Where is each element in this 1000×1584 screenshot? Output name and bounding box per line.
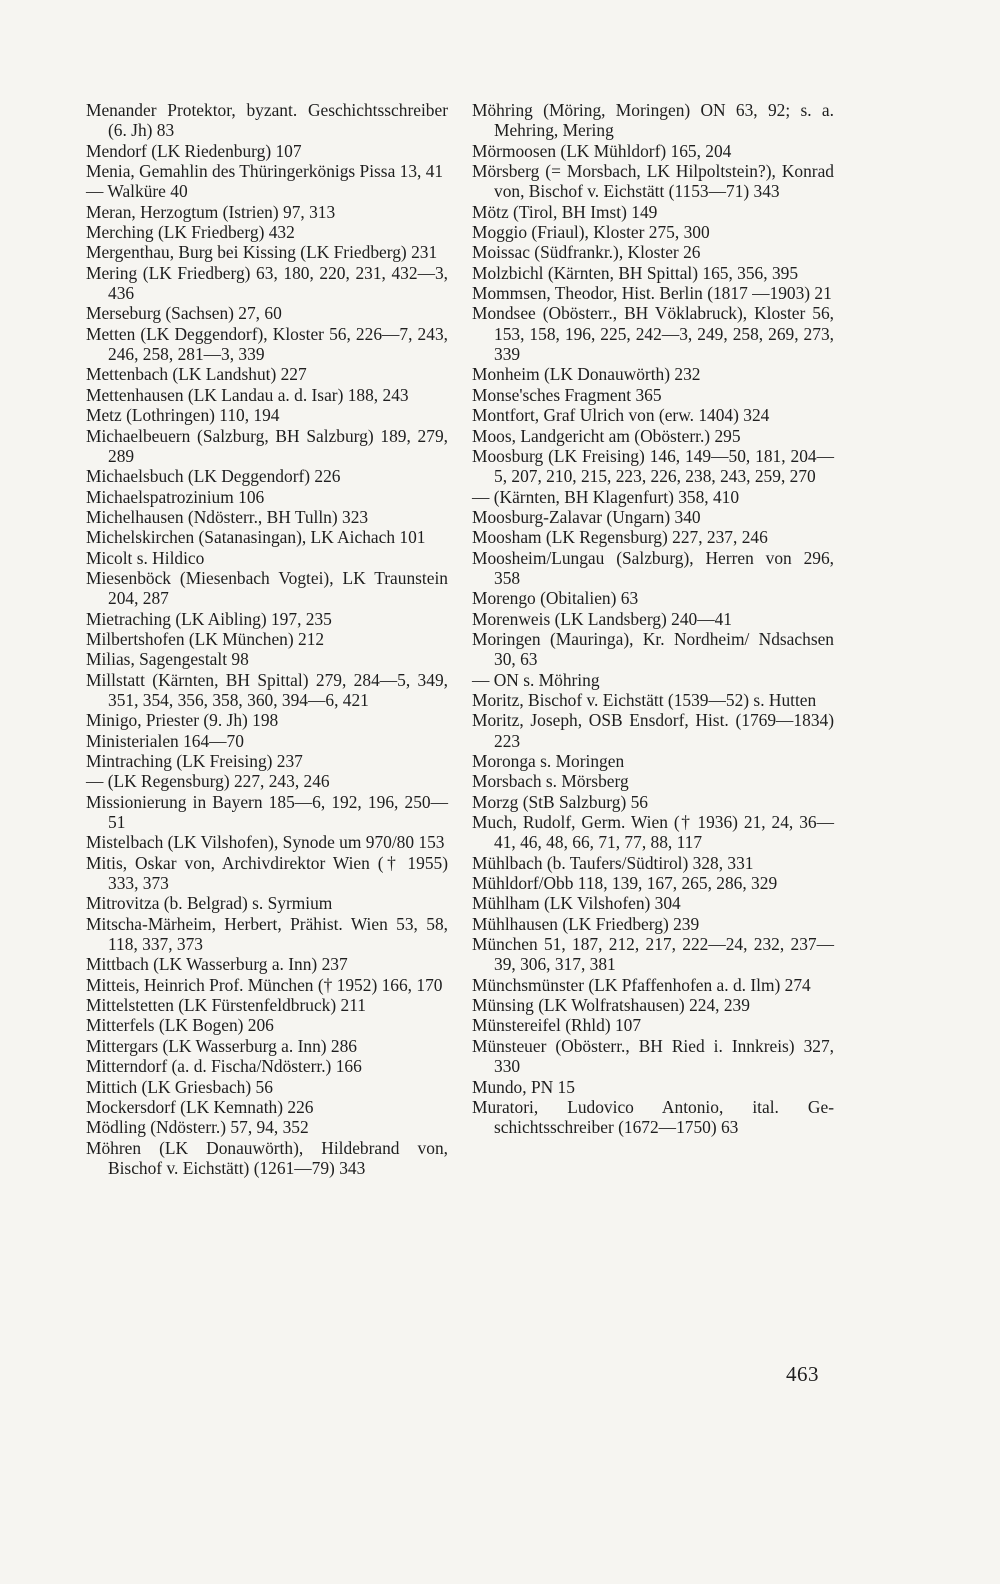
index-entry: Michaelspatrozinium 106 [86, 486, 265, 507]
index-entry: Mietraching (LK Aibling) 197, 235 [86, 608, 332, 629]
index-entry: Michaelsbuch (LK Deggendorf) 226 [86, 466, 341, 487]
index-entry: Moritz, Bischof v. Eichstätt (1539—52) s. Hutten [472, 689, 817, 710]
index-entry: Münstereifel (Rhld) 107 [472, 1015, 642, 1036]
index-entry: Moritz, Joseph, OSB Ensdorf, Hist. (1769—1834) 223 [472, 710, 834, 751]
index-entry: Mockersdorf (LK Kemnath) 226 [86, 1096, 314, 1117]
index-entry: Merseburg (Sachsen) 27, 60 [86, 303, 282, 324]
index-entry: Menander Protektor, byzant. Geschichtsschreiber (6. Jh) 83 [86, 100, 448, 141]
index-entry: Mühlbach (b. Taufers/Südtirol) 328, 331 [472, 852, 754, 873]
index-column-left [86, 100, 448, 1178]
index-entry: Michaelbeuern (Salzburg, BH Salzburg) 189, 279, 289 [86, 425, 448, 466]
index-entry: Mitscha-Märheim, Herbert, Prähist. Wien 53, 58, 118, 337, 373 [86, 913, 448, 955]
index-entry: Mistelbach (LK Vilshofen), Synode um 970/80 153 [86, 832, 445, 853]
index-entry: Mendorf (LK Riedenburg) 107 [86, 140, 302, 161]
index-entry: — Walküre 40 [86, 181, 188, 202]
index-entry: Moosburg-Zalavar (Ungarn) 340 [472, 506, 701, 527]
index-entry: Mitterfels (LK Bogen) 206 [86, 1015, 274, 1036]
index-entry: — ON s. Möhring [472, 669, 600, 690]
index-entry: Münsteuer (Obösterr., BH Ried i. Innkreis) 327, 330 [472, 1035, 834, 1077]
index-entry: Much, Rudolf, Germ. Wien († 1936) 21, 24, 36—41, 46, 48, 66, 71, 77, 88, 117 [472, 812, 834, 853]
index-entry: Merching (LK Friedberg) 432 [86, 222, 295, 243]
index-entry: Mettenbach (LK Landshut) 227 [86, 364, 307, 385]
index-entry: Ministerialen 164—70 [86, 730, 244, 751]
index-entry: Mommsen, Theodor, Hist. Berlin (1817 —1903) 21 [472, 283, 832, 304]
index-entry: Mötz (Tirol, BH Imst) 149 [472, 201, 658, 222]
index-entry: Miesenböck (Miesenbach Vogtei), LK Traunstein 204, 287 [86, 567, 448, 609]
index-entry: Monse'sches Fragment 365 [472, 384, 662, 405]
index-entry: Molzbichl (Kärnten, BH Spittal) 165, 356, 395 [472, 262, 799, 283]
index-entry: Möhring (Möring, Moringen) ON 63, 92; s. a. Mehring, Mering [472, 100, 834, 141]
index-entry: Micolt s. Hildico [86, 547, 205, 568]
index-entry: Mühlham (LK Vilshofen) 304 [472, 893, 681, 914]
index-entry: Mittergars (LK Wasserburg a. Inn) 286 [86, 1035, 357, 1056]
index-entry: Möhren (LK Donauwörth), Hildebrand von, Bischof v. Eichstätt) (1261—79) 343 [86, 1137, 448, 1178]
index-entry: Metz (Lothringen) 110, 194 [86, 405, 280, 426]
index-entry: Moos, Landgericht am (Obösterr.) 295 [472, 425, 741, 446]
index-entry: Moronga s. Moringen [472, 751, 625, 771]
index-entry: Mitteis, Heinrich Prof. München († 1952) 166, 170 [86, 974, 443, 995]
index-entry: Mittelstetten (LK Fürstenfeldbruck) 211 [86, 995, 366, 1016]
index-entry: Mitis, Oskar von, Archivdirektor Wien († 1955) 333, 373 [86, 852, 448, 894]
index-entry: Mitrovitza (b. Belgrad) s. Syrmium [86, 893, 333, 914]
index-entry: Münsing (LK Wolfratshausen) 224, 239 [472, 995, 750, 1016]
index-entry: Menia, Gemahlin des Thüringerkönigs Pissa 13, 41 [86, 161, 444, 182]
index-entry: Mergenthau, Burg bei Kissing (LK Friedberg) 231 [86, 242, 438, 263]
index-entry: Mondsee (Obösterr., BH Vöklabruck), Kloster 56, 153, 158, 196, 225, 242—3, 249, 258, 269, 273, 339 [472, 303, 834, 365]
index-entry: Montfort, Graf Ulrich von (erw. 1404) 324 [472, 405, 770, 426]
index-entry: Mintraching (LK Freising) 237 [86, 751, 303, 771]
index-entry: Michelhausen (Ndösterr., BH Tulln) 323 [86, 506, 369, 527]
index-entry: Milias, Sagengestalt 98 [86, 649, 249, 670]
index-entry: Münchsmünster (LK Pfaffenhofen a. d. Ilm) 274 [472, 974, 811, 995]
index-entry: — (LK Regensburg) 227, 243, 246 [86, 771, 330, 792]
index-entry: Mittbach (LK Wasserburg a. Inn) 237 [86, 954, 348, 975]
index-entry: Michelskirchen (Satanasingan), LK Aichach 101 [86, 527, 426, 548]
index-entry: Morengo (Obitalien) 63 [472, 588, 639, 609]
index-entry: Monheim (LK Donauwörth) 232 [472, 364, 701, 385]
index-entry: Mörsberg (= Morsbach, LK Hilpoltstein?), Konrad von, Bischof v. Eichstätt (1153—71) 343 [472, 161, 834, 202]
index-entry: Mundo, PN 15 [472, 1076, 575, 1097]
index-entry: Mitterndorf (a. d. Fischa/Ndösterr.) 166 [86, 1056, 362, 1077]
index-entry: Meran, Herzogtum (Istrien) 97, 313 [86, 201, 336, 222]
page-number: 463 [786, 1362, 819, 1386]
index-entry: Mühldorf/Obb 118, 139, 167, 265, 286, 329 [472, 873, 778, 894]
index-entry: Mering (LK Friedberg) 63, 180, 220, 231, 432—3, 436 [86, 262, 448, 304]
index-entry: Missionierung in Bayern 185—6, 192, 196, 250—51 [86, 791, 448, 833]
index-entry: — (Kärnten, BH Klagenfurt) 358, 410 [472, 486, 740, 507]
index-entry: Mühlhausen (LK Friedberg) 239 [472, 913, 700, 934]
index-entry: Moosheim/Lungau (Salzburg), Herren von 296, 358 [472, 547, 834, 588]
index-entry: Millstatt (Kärnten, BH Spittal) 279, 284—5, 349, 351, 354, 356, 358, 360, 394—6, 421 [86, 669, 448, 710]
index-entry: Muratori, Ludovico Antonio, ital. Geschichtsschreiber (1672—1750) 63 [472, 1096, 834, 1138]
index-entry: München 51, 187, 212, 217, 222—24, 232, 237—39, 306, 317, 381 [472, 934, 834, 975]
index-entry: Mittich (LK Griesbach) 56 [86, 1076, 273, 1097]
index-entry: Moosburg (LK Freising) 146, 149—50, 181, 204—5, 207, 210, 215, 223, 226, 238, 243, 259, 270 [472, 445, 834, 487]
index-column-right [472, 100, 834, 1138]
index-entry: Morsbach s. Mörsberg [472, 771, 629, 792]
index-entry: Moissac (Südfrankr.), Kloster 26 [472, 242, 701, 263]
index-entry: Mettenhausen (LK Landau a. d. Isar) 188, 243 [86, 384, 409, 405]
index-entry: Morzg (StB Salzburg) 56 [472, 791, 648, 812]
index-entry: Milbertshofen (LK München) 212 [86, 628, 325, 649]
index-entry: Mörmoosen (LK Mühldorf) 165, 204 [472, 140, 732, 161]
index-entry: Moosham (LK Regensburg) 227, 237, 246 [472, 527, 768, 548]
index-entry: Morenweis (LK Landsberg) 240—41 [472, 608, 733, 629]
index-entry: Mödling (Ndösterr.) 57, 94, 352 [86, 1117, 309, 1138]
index-entry: Moringen (Mauringa), Kr. Nordheim/ Ndsachsen 30, 63 [472, 628, 834, 670]
index-entry: Minigo, Priester (9. Jh) 198 [86, 710, 279, 731]
index-entry: Moggio (Friaul), Kloster 275, 300 [472, 222, 710, 243]
index-entry: Metten (LK Deggendorf), Kloster 56, 226—7, 243, 246, 258, 281—3, 339 [86, 323, 448, 365]
